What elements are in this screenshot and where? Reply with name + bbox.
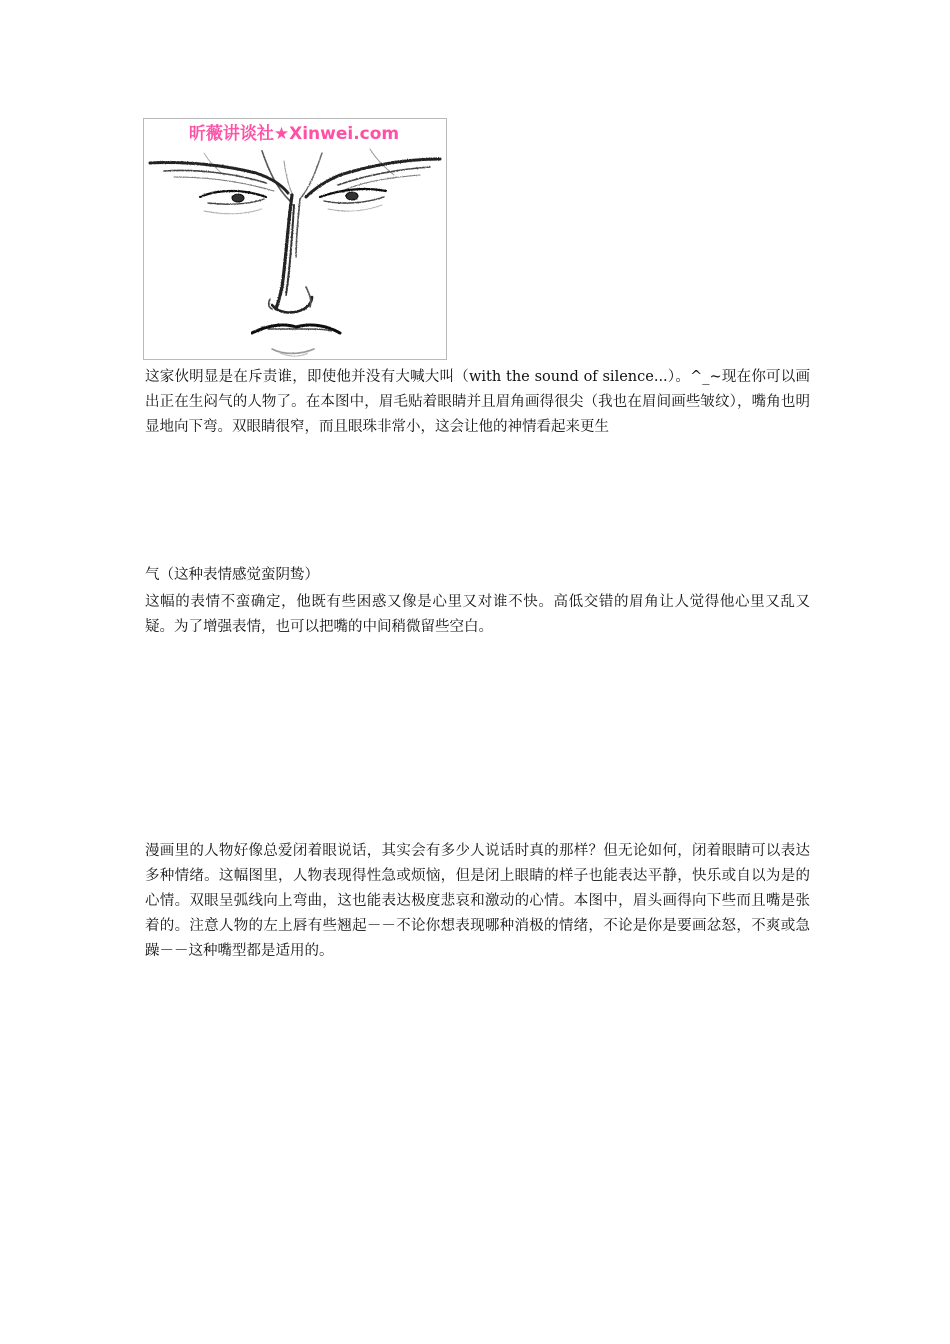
paragraph-confused-expression: 这幅的表情不蛮确定，他既有些困惑又像是心里又对谁不快。高低交错的眉角让人觉得他心里又乱又疑。为了增强表情，也可以把嘴的中间稍微留些空白。	[145, 594, 810, 635]
paragraph-closed-eyes-expression: 漫画里的人物好像总爱闭着眼说话，其实会有多少人说话时真的那样？但无论如何，闭着眼睛可以表达多种情绪。这幅图里，人物表现得性急或烦恼，但是闭上眼睛的样子也能表达平静，快乐或自以为是的心情。双眼呈弧线向上弯曲，这也能表达极度悲哀和激动的心情。本图中，眉头画得向下些而且嘴是张着的。注意人物的左上唇有些翘起－－不论你想表现哪种消极的情绪，不论是你是要画忿怒，不爽或急躁－－这种嘴型都是适用的。	[145, 843, 810, 959]
angry-face-sketch-icon	[144, 119, 446, 359]
watermark-logo: 昕薇讲谈社★Xinwei.com	[188, 124, 400, 144]
face-sketch-figure	[143, 118, 447, 360]
paragraph-angry-expression: 这家伙明显是在斥责谁，即使他并没有大喊大叫（with the sound of silence...）。^_~现在你可以画出正在生闷气的人物了。在本图中，眉毛贴着眼睛并且眉角画得很尖（我也在眉间画些皱纹），嘴角也明显地向下弯。双眼睛很窄，而且眼珠非常小，这会让他的神情看起来更生	[145, 369, 810, 435]
paragraph-angry-expression-continued: 气（这种表情感觉蛮阴鸷）	[145, 567, 319, 583]
